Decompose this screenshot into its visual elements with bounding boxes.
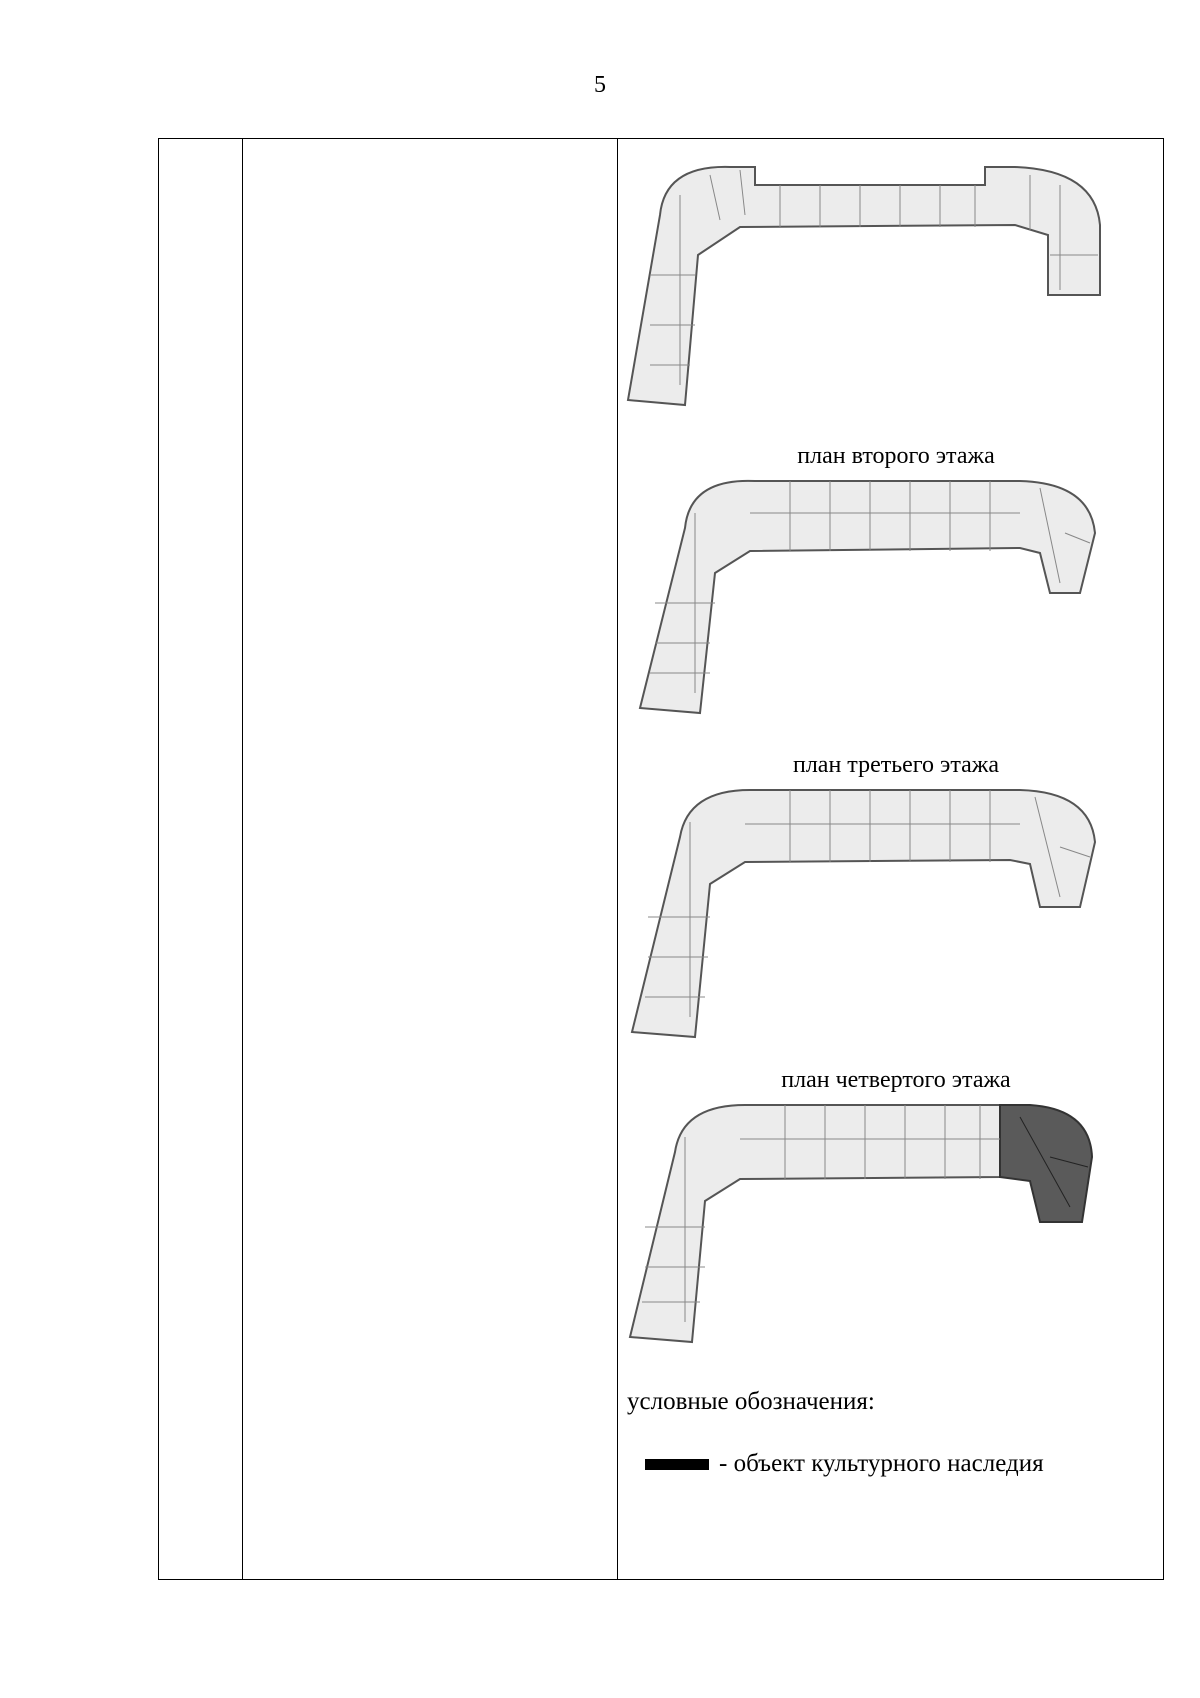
legend-title: условные обозначения: xyxy=(627,1388,875,1415)
legend-item xyxy=(645,1450,1044,1478)
floor-plan-2-drawing xyxy=(620,473,1140,723)
legend-swatch xyxy=(645,1459,709,1470)
plan-caption: план второго этажа xyxy=(797,443,995,469)
page-number: 5 xyxy=(594,72,606,98)
table-column-divider-1 xyxy=(242,139,243,1579)
plan-caption: план четвертого этажа xyxy=(781,1067,1011,1093)
floor-plan-3-drawing xyxy=(620,782,1140,1047)
floor-plan-4-drawing xyxy=(620,1097,1140,1352)
table-column-divider-2 xyxy=(617,139,618,1579)
plan-caption: план третьего этажа xyxy=(792,752,1000,778)
legend-item-label: - объект культурного наследия xyxy=(719,1450,1044,1477)
floor-plan-1-drawing xyxy=(620,155,1140,410)
